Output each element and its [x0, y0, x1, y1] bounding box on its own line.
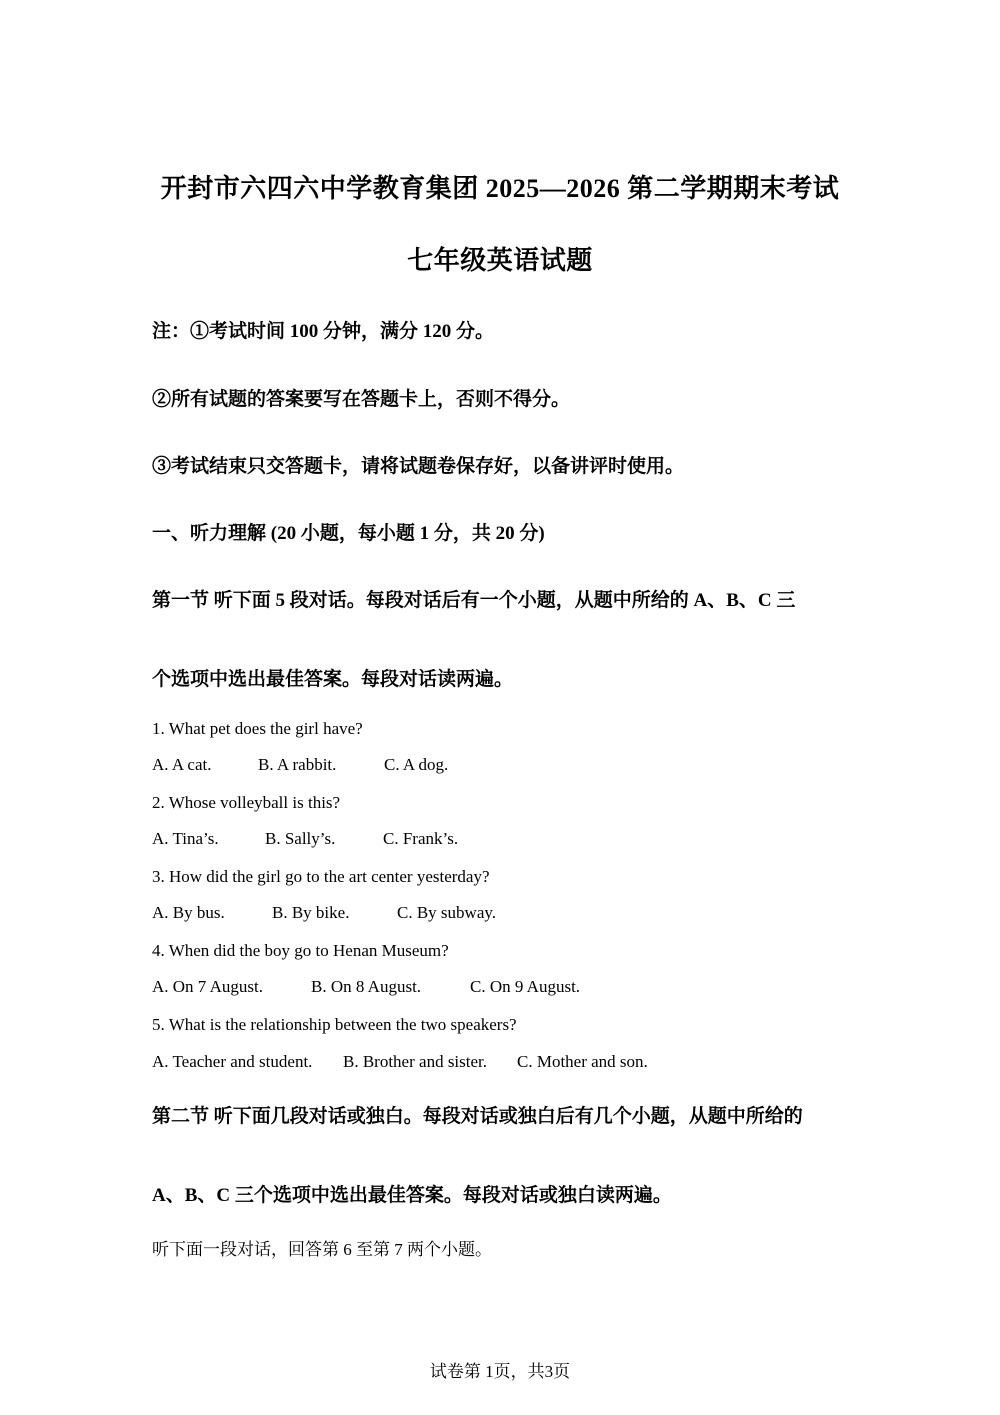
- option-a: A. On 7 August.: [152, 977, 263, 996]
- question-1-options: [152, 755, 448, 775]
- section1-instruction-line2: 个选项中选出最佳答案。每段对话读两遍。: [152, 669, 514, 690]
- question-5-options: [152, 1052, 648, 1072]
- note-submission: ③考试结束只交答题卡，请将试题卷保存好，以备讲评时使用。: [152, 456, 685, 477]
- exam-subtitle: 七年级英语试题: [407, 246, 593, 275]
- option-b: B. By bike.: [272, 903, 350, 922]
- question-2-options: [152, 829, 458, 849]
- section2-instruction-line1: 第二节 听下面几段对话或独白。每段对话或独白后有几个小题，从题中所给的: [152, 1106, 803, 1127]
- option-b: B. Brother and sister.: [343, 1052, 488, 1071]
- option-a: A. By bus.: [152, 903, 225, 922]
- option-c: C. On 9 August.: [470, 977, 581, 996]
- question-3-options: [152, 903, 496, 923]
- option-c: C. Mother and son.: [517, 1052, 648, 1071]
- section2-instruction-line2: A、B、C 三个选项中选出最佳答案。每段对话或独白读两遍。: [152, 1185, 672, 1206]
- section1-instruction-line1: 第一节 听下面 5 段对话。每段对话后有一个小题，从题中所给的 A、B、C 三: [152, 590, 796, 611]
- question-3: 3. How did the girl go to the art center yesterday?: [152, 867, 490, 886]
- question-4-options: [152, 977, 580, 997]
- option-b: B. Sally’s.: [265, 829, 336, 848]
- question-1: 1. What pet does the girl have?: [152, 719, 363, 738]
- question-2: 2. Whose volleyball is this?: [152, 793, 341, 812]
- option-a: A. A cat.: [152, 755, 212, 774]
- option-b: B. On 8 August.: [311, 977, 422, 996]
- option-c: C. A dog.: [384, 755, 449, 774]
- option-b: B. A rabbit.: [258, 755, 337, 774]
- question-5: 5. What is the relationship between the two speakers?: [152, 1015, 517, 1034]
- option-c: C. Frank’s.: [383, 829, 459, 848]
- part1-heading: 一、听力理解 (20 小题，每小题 1 分，共 20 分): [152, 523, 545, 544]
- question-4: 4. When did the boy go to Henan Museum?: [152, 941, 449, 960]
- option-c: C. By subway.: [397, 903, 497, 922]
- page-number: 试卷第 1页，共3页: [429, 1362, 571, 1381]
- note-answer-sheet: ②所有试题的答案要写在答题卡上，否则不得分。: [152, 389, 571, 410]
- exam-title: 开封市六四六中学教育集团 2025—2026 第二学期期末考试: [160, 174, 840, 203]
- note-time: 注：①考试时间 100 分钟，满分 120 分。: [152, 321, 495, 342]
- option-a: A. Teacher and student.: [152, 1052, 313, 1071]
- option-a: A. Tina’s.: [152, 829, 219, 848]
- dialogue-instruction: 听下面一段对话，回答第 6 至第 7 两个小题。: [152, 1240, 492, 1259]
